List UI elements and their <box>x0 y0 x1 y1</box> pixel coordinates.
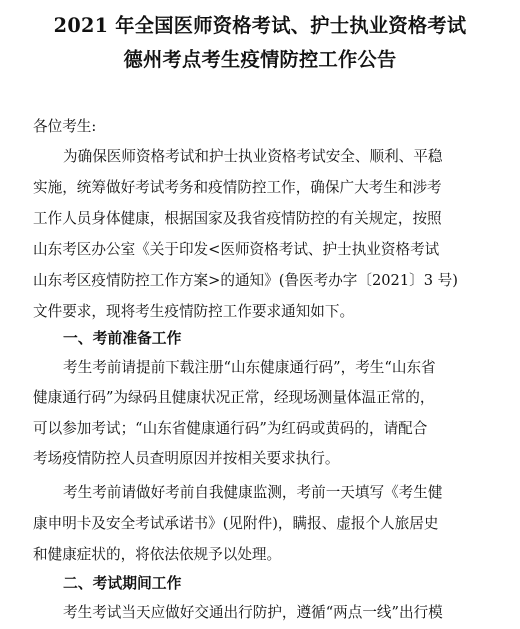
section-2-heading: 二、考试期间工作 <box>63 575 182 592</box>
section-1-paragraph-2-line: 和健康症状的，将依法依规予以处理。 <box>33 546 282 563</box>
intro-line: 山东考区疫情防控工作方案>的通知》(鲁医考办字〔2021〕3 号) <box>33 272 458 289</box>
section-2-paragraph-1-line: 考生考试当天应做好交通出行防护，遵循“两点一线”出行模 <box>63 604 443 621</box>
document-title-line-2: 德州考点考生疫情防控工作公告 <box>123 48 397 71</box>
section-1-paragraph-1-line: 考生考前请提前下载注册“山东健康通行码”，考生“山东省 <box>63 359 436 376</box>
intro-line: 文件要求，现将考生疫情防控工作要求通知如下。 <box>33 303 355 320</box>
intro-line: 为确保医师资格考试和护士执业资格考试安全、顺利、平稳 <box>63 148 443 165</box>
intro-line: 山东考区办公室《关于印发<医师资格考试、护士执业资格考试 <box>33 241 440 258</box>
intro-line: 工作人员身体健康，根据国家及我省疫情防控的有关规定，按照 <box>33 210 442 227</box>
document-title-line-1: 2021 年全国医师资格考试、护士执业资格考试 <box>53 14 467 37</box>
section-1-paragraph-1-line: 考场疫情防控人员查明原因并按相关要求执行。 <box>33 450 340 467</box>
salutation: 各位考生: <box>33 118 97 135</box>
intro-line: 实施，统筹做好考试考务和疫情防控工作，确保广大考生和涉考 <box>33 179 442 196</box>
section-1-heading: 一、考前准备工作 <box>63 330 182 347</box>
section-1-paragraph-1-line: 可以参加考试；“山东省健康通行码”为红码或黄码的，请配合 <box>33 420 428 437</box>
section-1-paragraph-1-line: 健康通行码”为绿码且健康状况正常，经现场测量体温正常的， <box>33 389 435 406</box>
section-1-paragraph-2-line: 康申明卡及安全考试承诺书》(见附件)，瞒报、虚报个人旅居史 <box>33 515 439 532</box>
section-1-paragraph-2-line: 考生考前请做好考前自我健康监测，考前一天填写《考生健 <box>63 484 443 501</box>
